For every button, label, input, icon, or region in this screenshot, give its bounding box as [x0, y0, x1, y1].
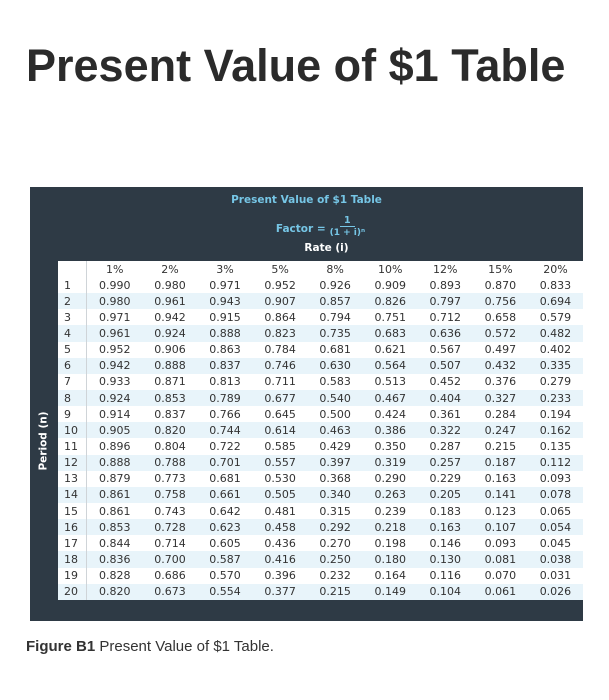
- period-column-header: [58, 261, 87, 277]
- value-cell: 0.061: [473, 584, 528, 600]
- value-cell: 0.905: [87, 422, 143, 438]
- value-cell: 0.758: [142, 487, 197, 503]
- value-cell: 0.722: [198, 438, 253, 454]
- value-cell: 0.070: [473, 568, 528, 584]
- value-cell: 0.909: [363, 277, 418, 293]
- value-cell: 0.507: [418, 358, 473, 374]
- value-cell: 0.871: [142, 374, 197, 390]
- value-cell: 0.233: [528, 390, 583, 406]
- period-cell: 4: [58, 325, 87, 341]
- value-cell: 0.907: [253, 293, 308, 309]
- table-row: [58, 293, 583, 309]
- value-cell: 0.766: [198, 406, 253, 422]
- value-cell: 0.567: [418, 342, 473, 358]
- present-value-table: [58, 261, 583, 600]
- value-cell: 0.926: [308, 277, 363, 293]
- value-cell: 0.924: [142, 325, 197, 341]
- value-cell: 0.746: [253, 358, 308, 374]
- period-cell: 20: [58, 584, 87, 600]
- present-value-table-figure: [30, 187, 583, 621]
- period-cell: 1: [58, 277, 87, 293]
- value-cell: 0.853: [87, 519, 143, 535]
- period-cell: 12: [58, 455, 87, 471]
- value-cell: 0.833: [528, 277, 583, 293]
- value-cell: 0.952: [87, 342, 143, 358]
- value-cell: 0.914: [87, 406, 143, 422]
- value-cell: 0.826: [363, 293, 418, 309]
- value-cell: 0.163: [418, 519, 473, 535]
- period-cell: 14: [58, 487, 87, 503]
- period-label-container: [30, 261, 58, 621]
- value-cell: 0.853: [142, 390, 197, 406]
- value-cell: 0.335: [528, 358, 583, 374]
- value-cell: 0.735: [308, 325, 363, 341]
- value-cell: 0.031: [528, 568, 583, 584]
- value-cell: 0.416: [253, 551, 308, 567]
- factor-formula: [30, 215, 583, 239]
- value-cell: 0.218: [363, 519, 418, 535]
- period-cell: 15: [58, 503, 87, 519]
- rate-header-row: [58, 261, 583, 277]
- value-cell: 0.673: [142, 584, 197, 600]
- rate-header-cell: 20%: [543, 262, 568, 276]
- value-cell: 0.863: [198, 342, 253, 358]
- table-row: [58, 390, 583, 406]
- value-cell: 0.187: [473, 455, 528, 471]
- value-cell: 0.215: [308, 584, 363, 600]
- period-cell: 17: [58, 535, 87, 551]
- table-row: [58, 358, 583, 374]
- value-cell: 0.861: [87, 503, 143, 519]
- period-cell: 10: [58, 422, 87, 438]
- value-cell: 0.081: [473, 551, 528, 567]
- value-cell: 0.377: [253, 584, 308, 600]
- rate-header-cell: 2%: [161, 262, 179, 276]
- table-title: Present Value of $1 Table: [231, 194, 382, 206]
- value-cell: 0.712: [418, 309, 473, 325]
- rate-label: Rate (i): [304, 242, 349, 254]
- period-cell: 16: [58, 519, 87, 535]
- value-cell: 0.198: [363, 535, 418, 551]
- value-cell: 0.540: [308, 390, 363, 406]
- value-cell: 0.820: [87, 584, 143, 600]
- value-cell: 0.893: [418, 277, 473, 293]
- figure-caption-text: Present Value of $1 Table.: [99, 638, 274, 655]
- value-cell: 0.861: [87, 487, 143, 503]
- value-cell: 0.350: [363, 438, 418, 454]
- table-row: [58, 374, 583, 390]
- value-cell: 0.804: [142, 438, 197, 454]
- value-cell: 0.104: [418, 584, 473, 600]
- value-cell: 0.290: [363, 471, 418, 487]
- value-cell: 0.205: [418, 487, 473, 503]
- value-cell: 0.971: [87, 309, 143, 325]
- value-cell: 0.424: [363, 406, 418, 422]
- value-cell: 0.645: [253, 406, 308, 422]
- table-row: [58, 455, 583, 471]
- value-cell: 0.287: [418, 438, 473, 454]
- figure-caption: [26, 638, 274, 655]
- value-cell: 0.215: [473, 438, 528, 454]
- value-cell: 0.247: [473, 422, 528, 438]
- value-cell: 0.130: [418, 551, 473, 567]
- table-row: [58, 325, 583, 341]
- value-cell: 0.368: [308, 471, 363, 487]
- value-cell: 0.579: [528, 309, 583, 325]
- value-cell: 0.229: [418, 471, 473, 487]
- value-cell: 0.888: [142, 358, 197, 374]
- value-cell: 0.146: [418, 535, 473, 551]
- value-cell: 0.888: [198, 325, 253, 341]
- table-row: [58, 277, 583, 293]
- value-cell: 0.820: [142, 422, 197, 438]
- value-cell: 0.065: [528, 503, 583, 519]
- period-cell: 8: [58, 390, 87, 406]
- value-cell: 0.263: [363, 487, 418, 503]
- value-cell: 0.952: [253, 277, 308, 293]
- value-cell: 0.432: [473, 358, 528, 374]
- table-row: [58, 519, 583, 535]
- value-cell: 0.683: [363, 325, 418, 341]
- table-row: [58, 309, 583, 325]
- value-cell: 0.404: [418, 390, 473, 406]
- value-cell: 0.164: [363, 568, 418, 584]
- value-cell: 0.864: [253, 309, 308, 325]
- rate-header-cell: 10%: [377, 262, 403, 276]
- figure-label: Figure B1: [26, 638, 96, 655]
- period-label: Period (n): [38, 411, 50, 471]
- value-cell: 0.500: [308, 406, 363, 422]
- value-cell: 0.513: [363, 374, 418, 390]
- value-cell: 0.789: [198, 390, 253, 406]
- value-cell: 0.123: [473, 503, 528, 519]
- value-cell: 0.292: [308, 519, 363, 535]
- value-cell: 0.728: [142, 519, 197, 535]
- period-cell: 6: [58, 358, 87, 374]
- value-cell: 0.093: [528, 471, 583, 487]
- value-cell: 0.942: [142, 309, 197, 325]
- value-cell: 0.322: [418, 422, 473, 438]
- value-cell: 0.773: [142, 471, 197, 487]
- value-cell: 0.681: [198, 471, 253, 487]
- value-cell: 0.054: [528, 519, 583, 535]
- value-cell: 0.279: [528, 374, 583, 390]
- value-cell: 0.828: [87, 568, 143, 584]
- page-title: Present Value of $1 Table: [26, 40, 566, 91]
- value-cell: 0.714: [142, 535, 197, 551]
- value-cell: 0.093: [473, 535, 528, 551]
- value-cell: 0.980: [87, 293, 143, 309]
- value-cell: 0.836: [87, 551, 143, 567]
- value-cell: 0.583: [308, 374, 363, 390]
- value-cell: 0.116: [418, 568, 473, 584]
- value-cell: 0.467: [363, 390, 418, 406]
- value-cell: 0.572: [473, 325, 528, 341]
- value-cell: 0.756: [473, 293, 528, 309]
- value-cell: 0.711: [253, 374, 308, 390]
- value-cell: 0.990: [87, 277, 143, 293]
- value-cell: 0.924: [87, 390, 143, 406]
- period-cell: 13: [58, 471, 87, 487]
- value-cell: 0.327: [473, 390, 528, 406]
- value-cell: 0.677: [253, 390, 308, 406]
- value-cell: 0.585: [253, 438, 308, 454]
- value-cell: 0.257: [418, 455, 473, 471]
- factor-label: Factor =: [275, 223, 326, 235]
- value-cell: 0.361: [418, 406, 473, 422]
- value-cell: 0.570: [198, 568, 253, 584]
- value-cell: 0.481: [253, 503, 308, 519]
- table-row: [58, 535, 583, 551]
- period-cell: 19: [58, 568, 87, 584]
- value-cell: 0.078: [528, 487, 583, 503]
- value-cell: 0.888: [87, 455, 143, 471]
- rate-header-cell: 5%: [271, 262, 289, 276]
- value-cell: 0.694: [528, 293, 583, 309]
- period-cell: 3: [58, 309, 87, 325]
- period-cell: 18: [58, 551, 87, 567]
- value-cell: 0.149: [363, 584, 418, 600]
- value-cell: 0.482: [528, 325, 583, 341]
- value-cell: 0.250: [308, 551, 363, 567]
- table-row: [58, 551, 583, 567]
- value-cell: 0.162: [528, 422, 583, 438]
- period-cell: 5: [58, 342, 87, 358]
- value-cell: 0.837: [198, 358, 253, 374]
- value-cell: 0.557: [253, 455, 308, 471]
- value-cell: 0.661: [198, 487, 253, 503]
- value-cell: 0.701: [198, 455, 253, 471]
- rate-header-cell: 12%: [433, 262, 458, 276]
- factor-fraction: [330, 215, 365, 239]
- period-cell: 9: [58, 406, 87, 422]
- value-cell: 0.906: [142, 342, 197, 358]
- value-cell: 0.642: [198, 503, 253, 519]
- value-cell: 0.452: [418, 374, 473, 390]
- value-cell: 0.870: [473, 277, 528, 293]
- value-cell: 0.636: [418, 325, 473, 341]
- value-cell: 0.386: [363, 422, 418, 438]
- table-row: [58, 406, 583, 422]
- value-cell: 0.961: [87, 325, 143, 341]
- value-cell: 0.180: [363, 551, 418, 567]
- value-cell: 0.784: [253, 342, 308, 358]
- value-cell: 0.183: [418, 503, 473, 519]
- value-cell: 0.284: [473, 406, 528, 422]
- value-cell: 0.458: [253, 519, 308, 535]
- value-cell: 0.239: [363, 503, 418, 519]
- value-cell: 0.141: [473, 487, 528, 503]
- value-cell: 0.026: [528, 584, 583, 600]
- value-cell: 0.587: [198, 551, 253, 567]
- value-cell: 0.505: [253, 487, 308, 503]
- value-cell: 0.112: [528, 455, 583, 471]
- value-cell: 0.232: [308, 568, 363, 584]
- value-cell: 0.971: [198, 277, 253, 293]
- rate-header-cell: 15%: [488, 262, 513, 276]
- value-cell: 0.463: [308, 422, 363, 438]
- value-cell: 0.270: [308, 535, 363, 551]
- value-cell: 0.794: [308, 309, 363, 325]
- value-cell: 0.376: [473, 374, 528, 390]
- rate-header-cell: 3%: [216, 262, 234, 276]
- value-cell: 0.319: [363, 455, 418, 471]
- period-cell: 7: [58, 374, 87, 390]
- value-cell: 0.744: [198, 422, 253, 438]
- value-cell: 0.429: [308, 438, 363, 454]
- value-cell: 0.340: [308, 487, 363, 503]
- table-row: [58, 342, 583, 358]
- value-cell: 0.743: [142, 503, 197, 519]
- value-cell: 0.942: [87, 358, 143, 374]
- period-cell: 11: [58, 438, 87, 454]
- table-row: [58, 438, 583, 454]
- value-cell: 0.961: [142, 293, 197, 309]
- value-cell: 0.530: [253, 471, 308, 487]
- value-cell: 0.315: [308, 503, 363, 519]
- value-cell: 0.038: [528, 551, 583, 567]
- value-cell: 0.163: [473, 471, 528, 487]
- value-cell: 0.564: [363, 358, 418, 374]
- value-cell: 0.837: [142, 406, 197, 422]
- factor-numerator: 1: [340, 215, 355, 227]
- value-cell: 0.402: [528, 342, 583, 358]
- value-cell: 0.700: [142, 551, 197, 567]
- value-cell: 0.396: [253, 568, 308, 584]
- value-cell: 0.844: [87, 535, 143, 551]
- value-cell: 0.107: [473, 519, 528, 535]
- rate-header-cell: 1%: [105, 262, 124, 276]
- table-header: [30, 187, 583, 261]
- value-cell: 0.135: [528, 438, 583, 454]
- value-cell: 0.915: [198, 309, 253, 325]
- value-cell: 0.980: [142, 277, 197, 293]
- value-cell: 0.751: [363, 309, 418, 325]
- value-cell: 0.554: [198, 584, 253, 600]
- value-cell: 0.658: [473, 309, 528, 325]
- value-cell: 0.681: [308, 342, 363, 358]
- value-cell: 0.857: [308, 293, 363, 309]
- value-cell: 0.823: [253, 325, 308, 341]
- value-cell: 0.686: [142, 568, 197, 584]
- table-row: [58, 584, 583, 600]
- value-cell: 0.045: [528, 535, 583, 551]
- table-row: [58, 568, 583, 584]
- table-row: [58, 471, 583, 487]
- table-row: [58, 487, 583, 503]
- value-cell: 0.621: [363, 342, 418, 358]
- value-cell: 0.397: [308, 455, 363, 471]
- table-row: [58, 503, 583, 519]
- value-cell: 0.813: [198, 374, 253, 390]
- value-cell: 0.943: [198, 293, 253, 309]
- value-cell: 0.605: [198, 535, 253, 551]
- value-cell: 0.497: [473, 342, 528, 358]
- value-cell: 0.933: [87, 374, 143, 390]
- value-cell: 0.623: [198, 519, 253, 535]
- period-cell: 2: [58, 293, 87, 309]
- factor-denominator: (1 + i)ⁿ: [329, 228, 366, 238]
- value-cell: 0.788: [142, 455, 197, 471]
- value-cell: 0.879: [87, 471, 143, 487]
- value-cell: 0.436: [253, 535, 308, 551]
- value-cell: 0.614: [253, 422, 308, 438]
- value-cell: 0.896: [87, 438, 143, 454]
- table-body: [58, 277, 583, 600]
- value-cell: 0.630: [308, 358, 363, 374]
- value-cell: 0.797: [418, 293, 473, 309]
- value-cell: 0.194: [528, 406, 583, 422]
- table-row: [58, 422, 583, 438]
- rate-header-cell: 8%: [326, 262, 344, 276]
